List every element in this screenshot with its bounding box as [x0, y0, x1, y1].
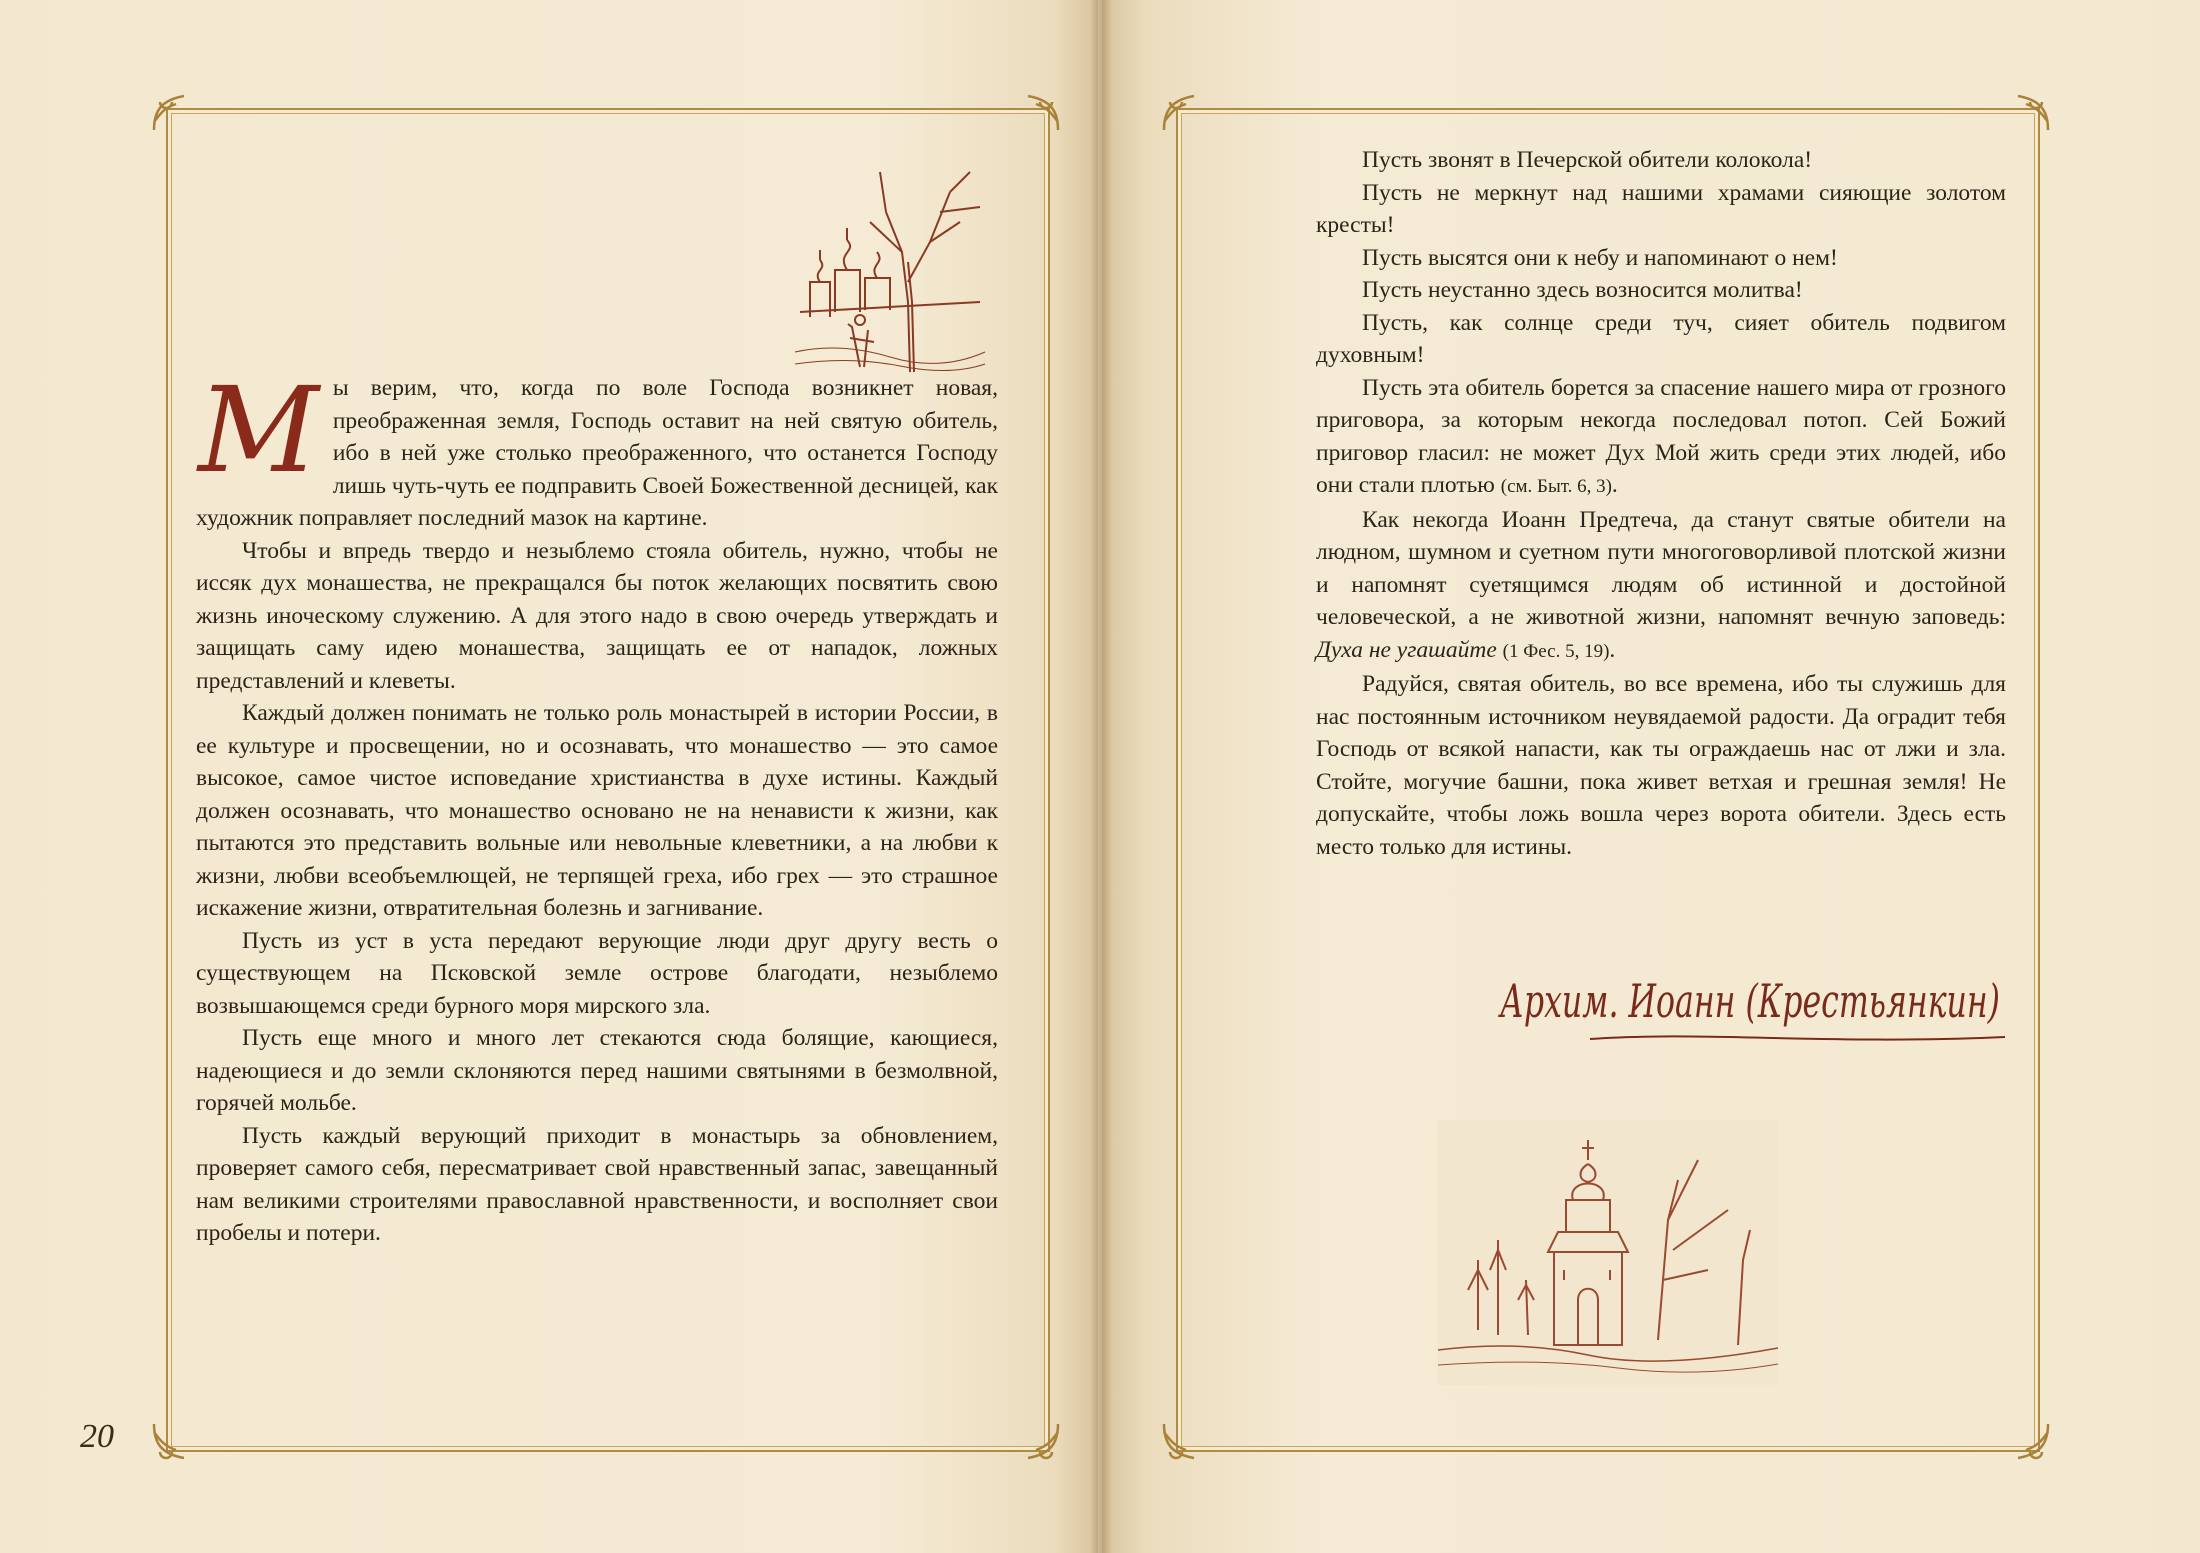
corner-ornament-icon — [1160, 92, 1202, 134]
right-paragraph-4: Пусть неустанно здесь возносится молитва! — [1362, 277, 1803, 303]
right-paragraph-7-text: Как некогда Иоанн Предтеча, да станут святые обители на людном, шумном и суетном пути многоговорливой плотской жизни и напомнят суетящимся людям об истинной и достойной человеческой, а не животной жизни, напомнят вечную заповедь: — [1316, 506, 2006, 630]
dropcap-letter: М — [198, 361, 319, 499]
punctuation: . — [1611, 472, 1618, 498]
corner-ornament-icon — [2010, 1420, 2052, 1462]
page-number: 20 — [80, 1418, 114, 1455]
right-paragraph-7 — [1316, 504, 2006, 669]
bible-reference: (1 Фес. 5, 19) — [1502, 640, 1610, 662]
right-paragraph-2: Пусть не меркнут над нашими храмами сияющие золотом кресты! — [1316, 179, 2006, 238]
left-paragraph-3: Каждый должен понимать не только роль монастырей в истории России, в ее культуре и просвещении, но и осознавать, что монашество — это самое высокое, самое чистое исповедание христианства в духе истины. Каждый должен осознавать, что монашество основано не на ненависти к жизни, как пытаются это представить вольные или невольные клеветники, а на любви к жизни, любви всеобъемлющей, не терпящей греха, ибо грех — это страшное искажение жизни, отвратительная болезнь и загнивание. — [196, 700, 998, 921]
right-paragraph-1: Пусть звонят в Печерской обители колокола! — [1362, 147, 1813, 173]
bell-tower-illustration — [1438, 1120, 1778, 1385]
punctuation: . — [1609, 636, 1616, 663]
corner-ornament-icon — [150, 92, 192, 134]
right-paragraph-6 — [1316, 372, 2006, 504]
svg-text:Архим. Иоанн (Крестьянкин): Архим. Иоанн (Крестьянкин) — [1497, 974, 2000, 1028]
corner-ornament-icon — [1020, 1420, 1062, 1462]
corner-ornament-icon — [1160, 1420, 1202, 1462]
book-gutter — [1090, 0, 1112, 1553]
left-paragraph-6: Пусть каждый верующий приходит в монастырь за обновлением, проверяет самого себя, пересматривает свой нравственный запас, завещанный нам великими строителями православной нравственности, и восполняет свои пробелы и потери. — [196, 1122, 998, 1246]
signature-image — [1497, 955, 2020, 1065]
right-paragraph-8: Радуйся, святая обитель, во все времена, ибо ты служишь для нас постоянным источником неувядаемой радости. Да оградит тебя Господь от всякой напасти, как ты ограждаешь нас от лжи и зла. Стойте, могучие башни, пока живет ветхая и грешная земля! Не допускайте, чтобы ложь вошла через ворота обители. Здесь есть место только для истины. — [1316, 671, 2006, 860]
right-paragraph-6-text: Пусть эта обитель борется за спасение нашего мира от грозного приговора, за которым некогда последовал потоп. Сей Божий приговор гласил: не может Дух Мой жить среди этих людей, ибо они стали плотью — [1316, 374, 2006, 498]
left-paragraph-1-text: ы верим, что, когда по воле Господа возникнет новая, преображенная земля, Господь оставит на ней святую обитель, ибо в ней уже столько преображенного, что останется Господу лишь чуть-чуть ее подправить Своей Божественной десницей, как художник поправляет последний мазок на картине. — [196, 375, 998, 531]
left-paragraph-4: Пусть из уст в уста передают верующие люди друг другу весть о существующем на Псковской земле острове благодати, незыблемо возвышающемся среди бурного моря мирского зла. — [196, 927, 998, 1019]
right-page-text — [1316, 144, 2006, 863]
right-paragraph-5: Пусть, как солнце среди туч, сияет обитель подвигом духовным! — [1316, 309, 2006, 368]
corner-ornament-icon — [2010, 92, 2052, 134]
scripture-quote: Духа не угашайте — [1316, 636, 1497, 663]
monastery-tree-illustration — [790, 152, 990, 377]
corner-ornament-icon — [150, 1420, 192, 1462]
left-paragraph-1 — [196, 361, 998, 535]
left-paragraph-2: Чтобы и впредь твердо и незыблемо стояла обитель, нужно, чтобы не иссяк дух монашества, не прекращался бы поток желающих посвятить свою жизнь иноческому служению. А для этого надо в свою очередь утверждать и защищать саму идею монашества, защищать ее от нападок, ложных представлений и клеветы. — [196, 537, 998, 694]
left-page-text — [196, 361, 998, 1250]
right-paragraph-3: Пусть высятся они к небу и напоминают о нем! — [1362, 244, 1838, 271]
bible-reference: (см. Быт. 6, 3) — [1500, 476, 1612, 497]
corner-ornament-icon — [1020, 92, 1062, 134]
left-paragraph-5: Пусть еще много и много лет стекаются сюда болящие, кающиеся, надеющиеся и до земли склоняются перед нашими святынями в безмолвной, горячей мольбе. — [196, 1025, 998, 1116]
